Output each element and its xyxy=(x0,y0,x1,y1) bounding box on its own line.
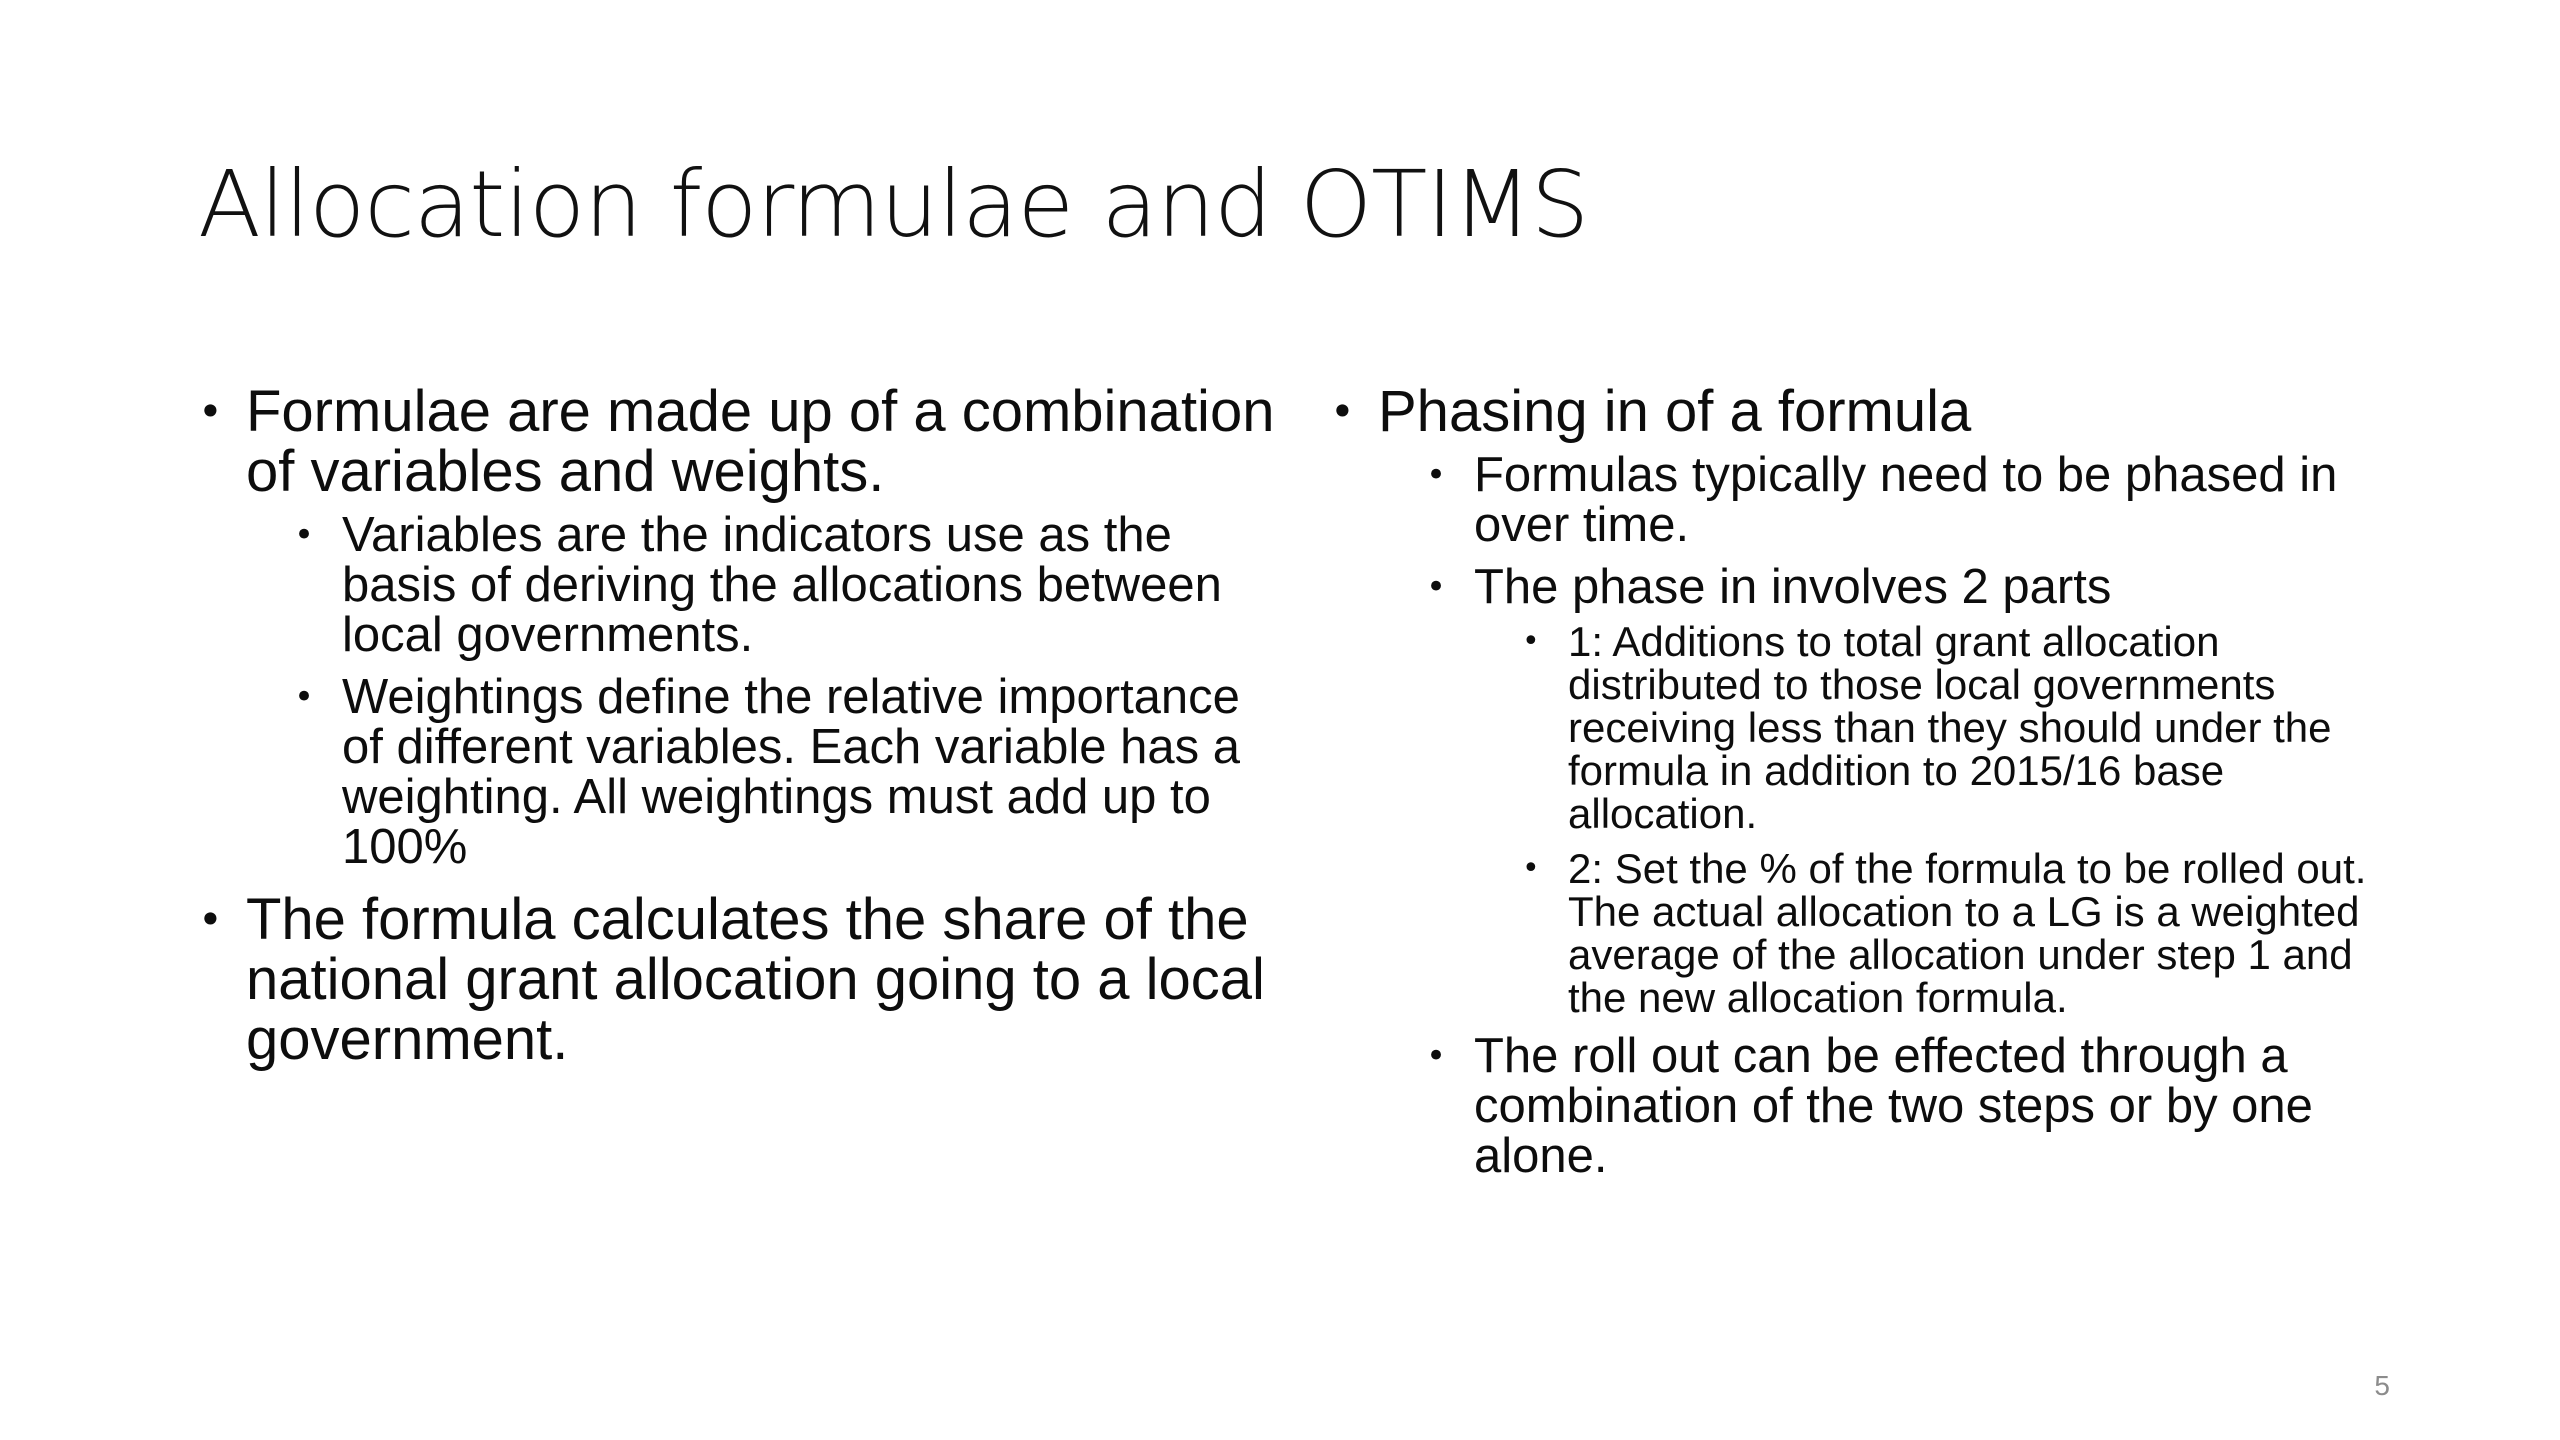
slide-title: Allocation formulae and OTIMS xyxy=(198,151,1589,258)
right-bullet-list xyxy=(1330,379,2420,1183)
bullet-icon: • xyxy=(1522,624,1540,659)
bullet-icon: • xyxy=(198,387,223,436)
sub-bullet-two-parts xyxy=(1426,562,2420,1019)
bullet-text: Formulae are made up of a combination of variables and weights. xyxy=(246,379,1275,504)
bullet-icon: • xyxy=(1330,387,1355,436)
bullet-formulae-definition xyxy=(198,379,1288,874)
bullet-icon: • xyxy=(1426,567,1447,607)
sub-bullet-list xyxy=(294,510,1288,872)
sub-sub-bullet-part-2 xyxy=(1522,847,2420,1019)
bullet-text: Variables are the indicators use as the basis of deriving the allocations between local governments. xyxy=(342,508,1222,662)
sub-bullet-weightings xyxy=(294,672,1288,872)
left-bullet-list xyxy=(198,379,1288,1072)
sub-bullet-variables xyxy=(294,510,1288,660)
bullet-formula-share xyxy=(198,887,1288,1072)
sub-bullet-phased-over-time xyxy=(1426,450,2420,550)
bullet-text: The phase in involves 2 parts xyxy=(1474,560,2112,614)
sub-sub-bullet-list xyxy=(1522,620,2420,1019)
bullet-icon: • xyxy=(1426,455,1447,495)
sub-sub-bullet-part-1 xyxy=(1522,620,2420,835)
sub-bullet-list xyxy=(1426,450,2420,1181)
bullet-icon: • xyxy=(1522,851,1540,886)
bullet-text: The formula calculates the share of the national grant allocation going to a local government. xyxy=(246,887,1265,1072)
bullet-text: Phasing in of a formula xyxy=(1378,379,1972,444)
bullet-text: 2: Set the % of the formula to be rolled out. The actual allocation to a LG is a weighted average of the allocation under step 1 and the new allocation formula. xyxy=(1568,845,2367,1021)
bullet-text: Formulas typically need to be phased in over time. xyxy=(1474,448,2338,552)
bullet-icon: • xyxy=(294,515,315,555)
bullet-text: 1: Additions to total grant allocation distributed to those local governments receiving less than they should under the formula in addition to 2015/16 base allocation. xyxy=(1568,618,2332,837)
bullet-text: The roll out can be effected through a combination of the two steps or by one alone. xyxy=(1474,1029,2313,1183)
bullet-icon: • xyxy=(198,895,223,944)
page-number: 5 xyxy=(2374,1370,2390,1401)
bullet-text: Weightings define the relative importance of different variables. Each variable has a weighting. All weightings must add up to 100% xyxy=(342,670,1240,874)
sub-bullet-roll-out xyxy=(1426,1031,2420,1181)
left-column xyxy=(198,379,1288,1088)
bullet-phasing-in xyxy=(1330,379,2420,1183)
bullet-icon: • xyxy=(1426,1036,1447,1076)
right-column xyxy=(1330,379,2420,1195)
bullet-icon: • xyxy=(294,677,315,717)
